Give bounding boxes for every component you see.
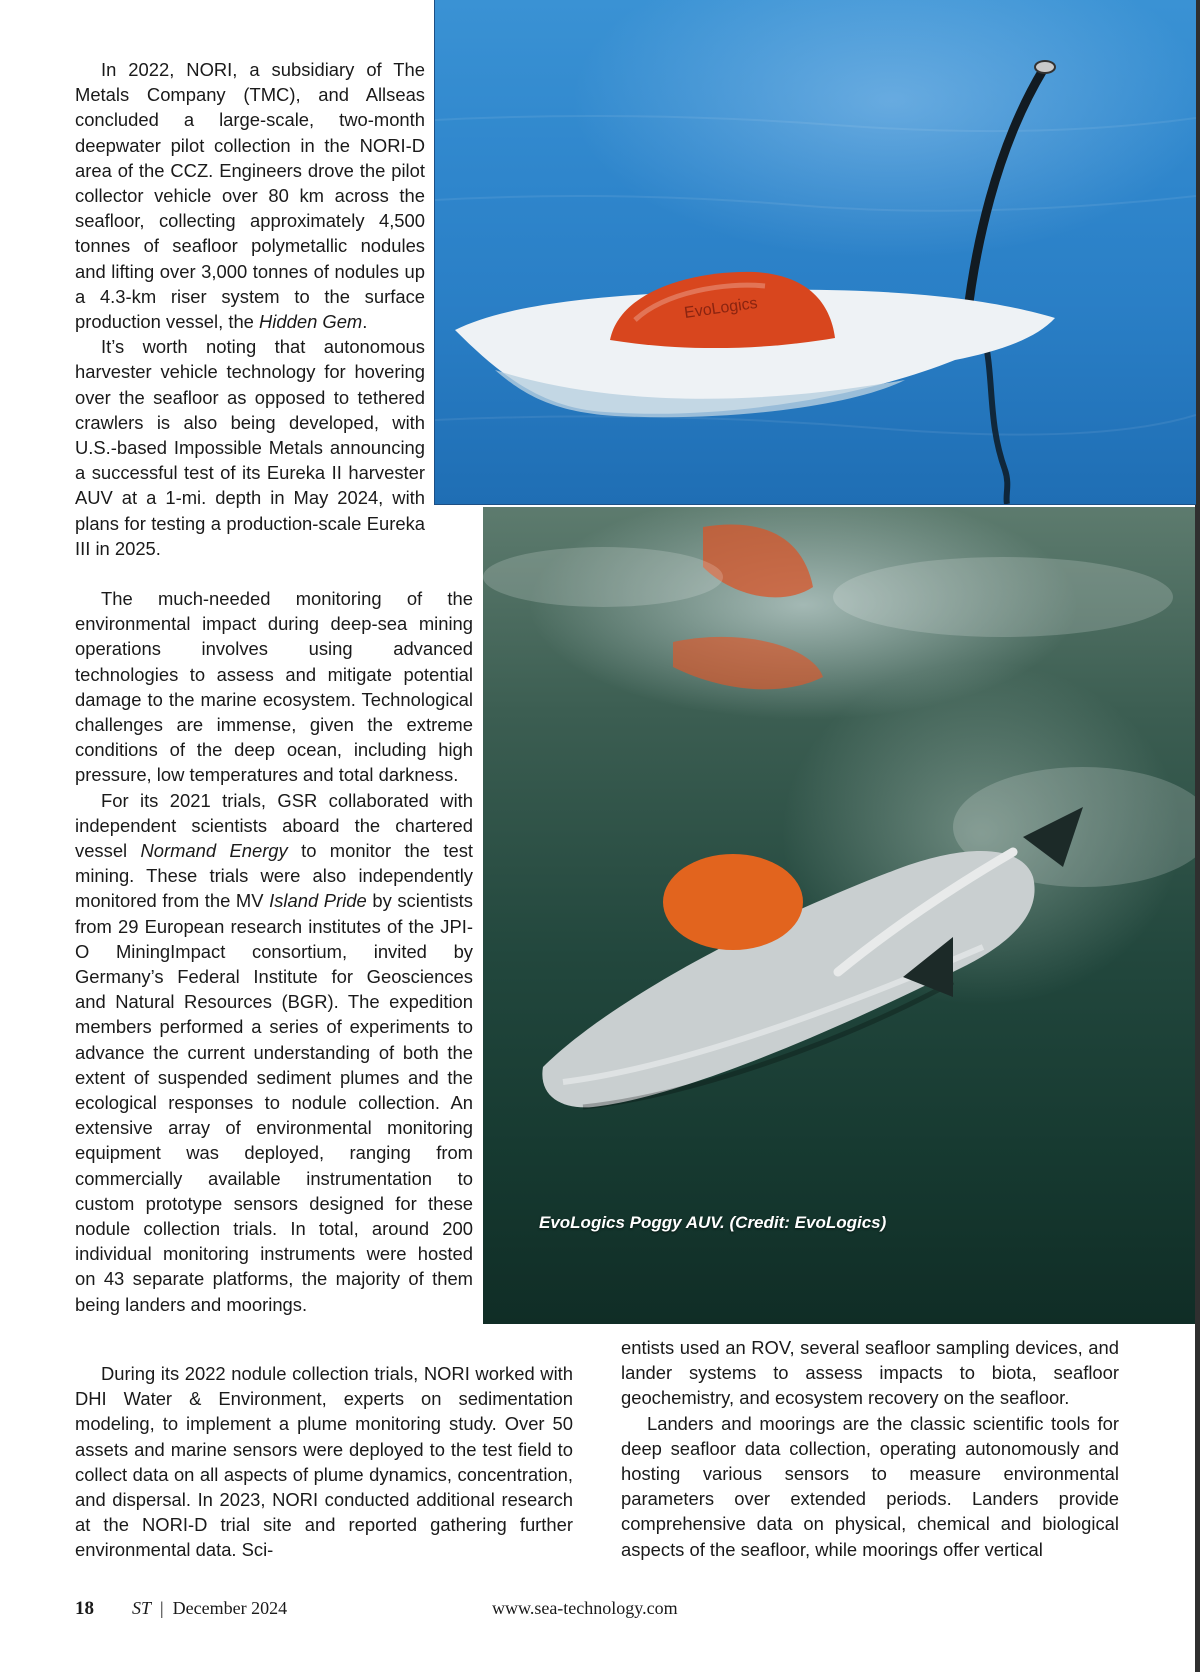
article-column-left-top (75, 57, 425, 561)
photo-auv-surface (434, 0, 1196, 505)
paragraph-1-text: In 2022, NORI, a subsidiary of The Metals Company (TMC), and Allseas concluded a large-scale, two-month deepwater pilot collection in the NORI-D area of the CCZ. Engineers drove the pilot collector vehicle over 80 km across the seafloor, collecting approximately 4,500 tonnes of seafloor polymetallic nodules and lifting over 3,000 tonnes of nodules up a 4.3-km riser system to the surface production vessel, the (75, 59, 425, 333)
issue-date: December 2024 (172, 1598, 288, 1618)
vessel-name-island-pride: Island Pride (269, 890, 367, 912)
publication-abbrev: ST (132, 1598, 152, 1618)
paragraph-4-text-a: For its 2021 trials, GSR collaborated with independent scientists aboard the chartered vessel (75, 789, 473, 862)
paragraph-6: Landers and moorings are the classic scientific tools for deep seafloor data collection, operating autonomously and hosting various sensors to measure environmental parameters over extended periods. Landers provide comprehensive data on physical, chemical and biological aspects of the seafloor, while moorings offer vertical (621, 1412, 1119, 1560)
photo-auv-underwater (483, 507, 1195, 1324)
footer-separator: | (160, 1598, 164, 1618)
page-number: 18 (75, 1598, 94, 1619)
paragraph-4-text-b: to monitor the test mining. These trials were also independently monitored from the MV (75, 840, 473, 912)
paragraph-1 (75, 57, 425, 334)
article-column-left-middle (75, 586, 473, 1317)
paragraph-4 (75, 788, 473, 1317)
paragraph-1-end: . (362, 311, 368, 333)
auv-underwater-illustration (483, 507, 1195, 1324)
buoy-logo-text: EvoLogics (683, 294, 759, 322)
article-column-bottom-left (75, 1361, 573, 1563)
auv-surface-illustration (435, 0, 1196, 504)
vessel-name-normand-energy: Normand Energy (140, 840, 288, 862)
paragraph-3: The much-needed monitoring of the environmental impact during deep-sea mining operations involves using advanced technologies to assess and mitigate potential damage to the marine ecosystem. Technological challenges are immense, given the extreme conditions of the deep ocean, including high pressure, low temperatures and total darkness. (75, 588, 473, 786)
website-link[interactable]: www.sea-technology.com (492, 1598, 678, 1618)
paragraph-5-continued: entists used an ROV, several seafloor sampling devices, and lander systems to assess impacts to biota, seafloor geochemistry, and ecosystem recovery on the seafloor. (621, 1337, 1119, 1409)
photo-caption: EvoLogics Poggy AUV. (Credit: EvoLogics) (539, 1213, 887, 1232)
paragraph-4-text-c: by scientists from 29 European research institutes of the JPI-O MiningImpact consortium, invited by Germany’s Federal Institute for Geosciences and Natural Resources (BGR). The expedition members performed a series of experiments to advance the current understanding of both the extent of suspended sediment plumes and the ecological responses to nodule collection. An extensive array of environmental monitoring equipment was deployed, ranging from commercially available instrumentation to custom prototype sensors designed for these nodule collection trials. In total, around 200 individual monitoring instruments were hosted on 43 separate platforms, the majority of them being landers and moorings. (75, 890, 473, 1315)
issue-line (132, 1598, 287, 1619)
article-column-bottom-right (621, 1335, 1119, 1562)
paragraph-2: It’s worth noting that autonomous harvester vehicle technology for hovering over the seafloor as opposed to tethered crawlers is also being developed, with U.S.-based Impossible Metals announcing a successful test of its Eureka II harvester AUV at a 1-mi. depth in May 2024, with plans for testing a production-scale Eureka III in 2025. (75, 336, 425, 559)
paragraph-5: During its 2022 nodule collection trials, NORI worked with DHI Water & Environment, experts on sedimentation modeling, to implement a plume monitoring study. Over 50 assets and marine sensors were deployed to the test field to collect data on all aspects of plume dynamics, concentration, and dispersal. In 2023, NORI conducted additional research at the NORI-D trial site and reported gathering further environmental data. Sci- (75, 1363, 573, 1561)
vessel-name-hidden-gem: Hidden Gem (259, 311, 363, 333)
